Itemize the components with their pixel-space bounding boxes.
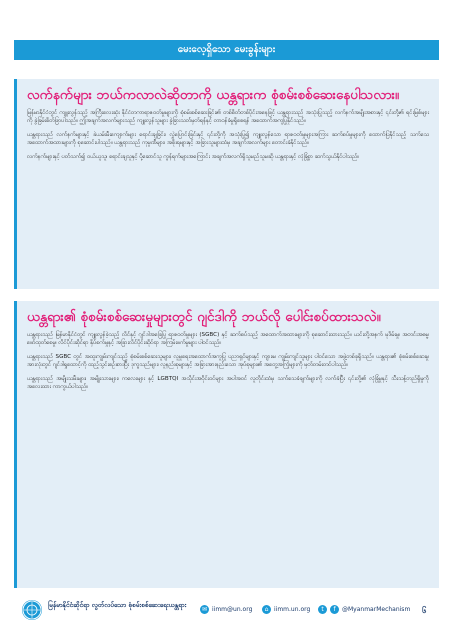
social-handle[interactable]: @MyanmarMechanism — [342, 606, 411, 613]
faq-paragraph: ယန္တရားသည် SGBC တွင် အထူးကျွမ်းကျင်သည့် စုံစမ်းစစ်ဆေးသူများ၊ လူမှုရေးအထောက်အကူပြု ပညာရှင်များနှင့် ကျား၊မ ကျွမ်းကျင်သူများ ပါဝင်သော အဖွဲ့တစ်ခုရှိသည်။ ယန္တရား၏ စုံစမ်းစစ်ဆေးမှုအားလုံးတွင် ဂျင်ဒါရှုထောင့်ကို ထည့်သွင်းစဉ်းစားပြီး ဒုက္ခသည်များ၊ လူနည်းစုများနှင့် အခြားအားနည်းသော အုပ်စုများ၏ အတွေ့အကြုံများကို မှတ်တမ်းတင်ပါသည်။ — [27, 353, 429, 369]
faq-paragraph: ယန္တရားသည် လက်နက်များနှင့် ခဲယမ်းမီးကျောက်များ ရောင်းချခြင်း၊ လွှဲပြောင်းခြင်းနှင့် ၎င်းတို့ကို အသုံးပြု၍ ကျူးလွန်သော ရာဇဝတ်မှုများအကြား ဆက်စပ်မှုများကို ထောက်ပြနိုင်သည့် သက်သေအထောက်အထားများကို စုဆောင်းပါသည်။ ယန္တရားသည် ကုမ္ပဏီများ၊ အစိုးရများနှင့် အခြားသူများထံမှ အချက်အလက်များ တောင်းခံနိုင်သည်။ — [27, 131, 429, 147]
page-footer — [0, 598, 453, 640]
faq-card-weapons — [14, 79, 439, 289]
website-link[interactable]: iimm.un.org — [274, 606, 311, 613]
facebook-icon: f — [330, 605, 339, 614]
faq-heading: လက်နက်များ ဘယ်ကလာလဲဆိုတာကို ယန္တရားက စုံစမ်းစစ်ဆေးနေပါသလား။ — [27, 87, 400, 103]
website-contact[interactable] — [262, 605, 310, 614]
page-number: ၆ — [422, 606, 427, 615]
email-link[interactable]: iimm@un.org — [212, 606, 253, 613]
faq-paragraph: ယန္တရားသည် အမျိုးသမီးများ၊ အမျိုးသားများ၊ ကလေးများ နှင့် LGBTQI အသိုင်းအဝိုင်းဝင်များ အပါအဝင် လူတိုင်းထံမှ သက်သေခံချက်များကို လက်ခံပြီး ၎င်းတို့၏ လုံခြုံမှုနှင့် သီးသန့်တည်ရှိမှုကို အလေးထား ကာကွယ်ပါသည်။ — [27, 375, 429, 391]
social-contact[interactable] — [318, 605, 410, 614]
faq-paragraph: လက်နက်များနှင့် ပတ်သက်၍ ဝယ်ယူသူ၊ ရောင်းချသူနှင့် ပို့ဆောင်သူ ကွန်ရက်များအကြောင်း အချက်အလက်ရှိသူမည်သူမဆို ယန္တရားနှင့် လုံခြုံစွာ ဆက်သွယ်နိုင်ပါသည်။ — [27, 153, 360, 160]
twitter-icon: t — [318, 605, 327, 614]
faq-banner: မေးလေ့ရှိသော မေးခွန်းများ — [14, 40, 439, 60]
organization-name: မြန်မာနိုင်ငံဆိုင်ရာ လွတ်လပ်သော စုံစမ်းစစ်ဆေးရေးယန္တရား — [48, 601, 187, 609]
web-icon: ⌂ — [262, 605, 271, 614]
faq-paragraph: ယန္တရားသည် မြန်မာနိုင်ငံတွင် ကျူးလွန်ခဲ့သည့် လိင်နှင့် ဂျင်ဒါအခြေပြု ရာဇဝတ်မှုများ (SGBC) နှင့် ဆက်စပ်သည့် အထောက်အထားများကို စုဆောင်းထားသည်။ ယင်းတို့အနက် မုဒိမ်းမှု၊ အတင်းအဓမ္မ ဖော်ထုတ်စေမှု၊ လိင်ပိုင်းဆိုင်ရာ နှိပ်စက်မှုနှင့် အခြားလိင်ပိုင်းဆိုင်ရာ အကြမ်းဖက်မှုများ ပါဝင်သည်။ — [27, 332, 429, 347]
un-emblem-icon — [22, 600, 42, 620]
email-contact[interactable] — [200, 605, 252, 614]
faq-heading: ယန္တရား၏ စုံစမ်းစစ်ဆေးမှုများတွင် ဂျင်ဒါကို ဘယ်လို ပေါင်းစပ်ထားသလဲ။ — [27, 309, 381, 325]
faq-paragraph: မြန်မာနိုင်ငံတွင် ကျူးလွန်သည့် အကြီးလေးဆုံး နိုင်ငံတကာရာဇဝတ်မှုများကို စုံစမ်းစစ်ဆေးခြင်း၏ တစ်စိတ်တစ်ပိုင်းအနေဖြင့် ယန္တရားသည် အသုံးပြုသည့် လက်နက်အမျိုးအစားနှင့် ၎င်းတို့၏ ရင်းမြစ်များကို ခွဲခြမ်းစိတ်ဖြာပါသည်။ ဤအချက်အလက်များသည် ကျူးလွန်သူများ ခွဲခြားသတ်မှတ်ရန်နှင့် တာဝန်ခံမှုရှိစေရန် အထောက်အကူပြုနိုင်သည်။ — [27, 110, 429, 125]
email-icon: ✉ — [201, 606, 208, 613]
faq-card-gender — [14, 301, 439, 588]
